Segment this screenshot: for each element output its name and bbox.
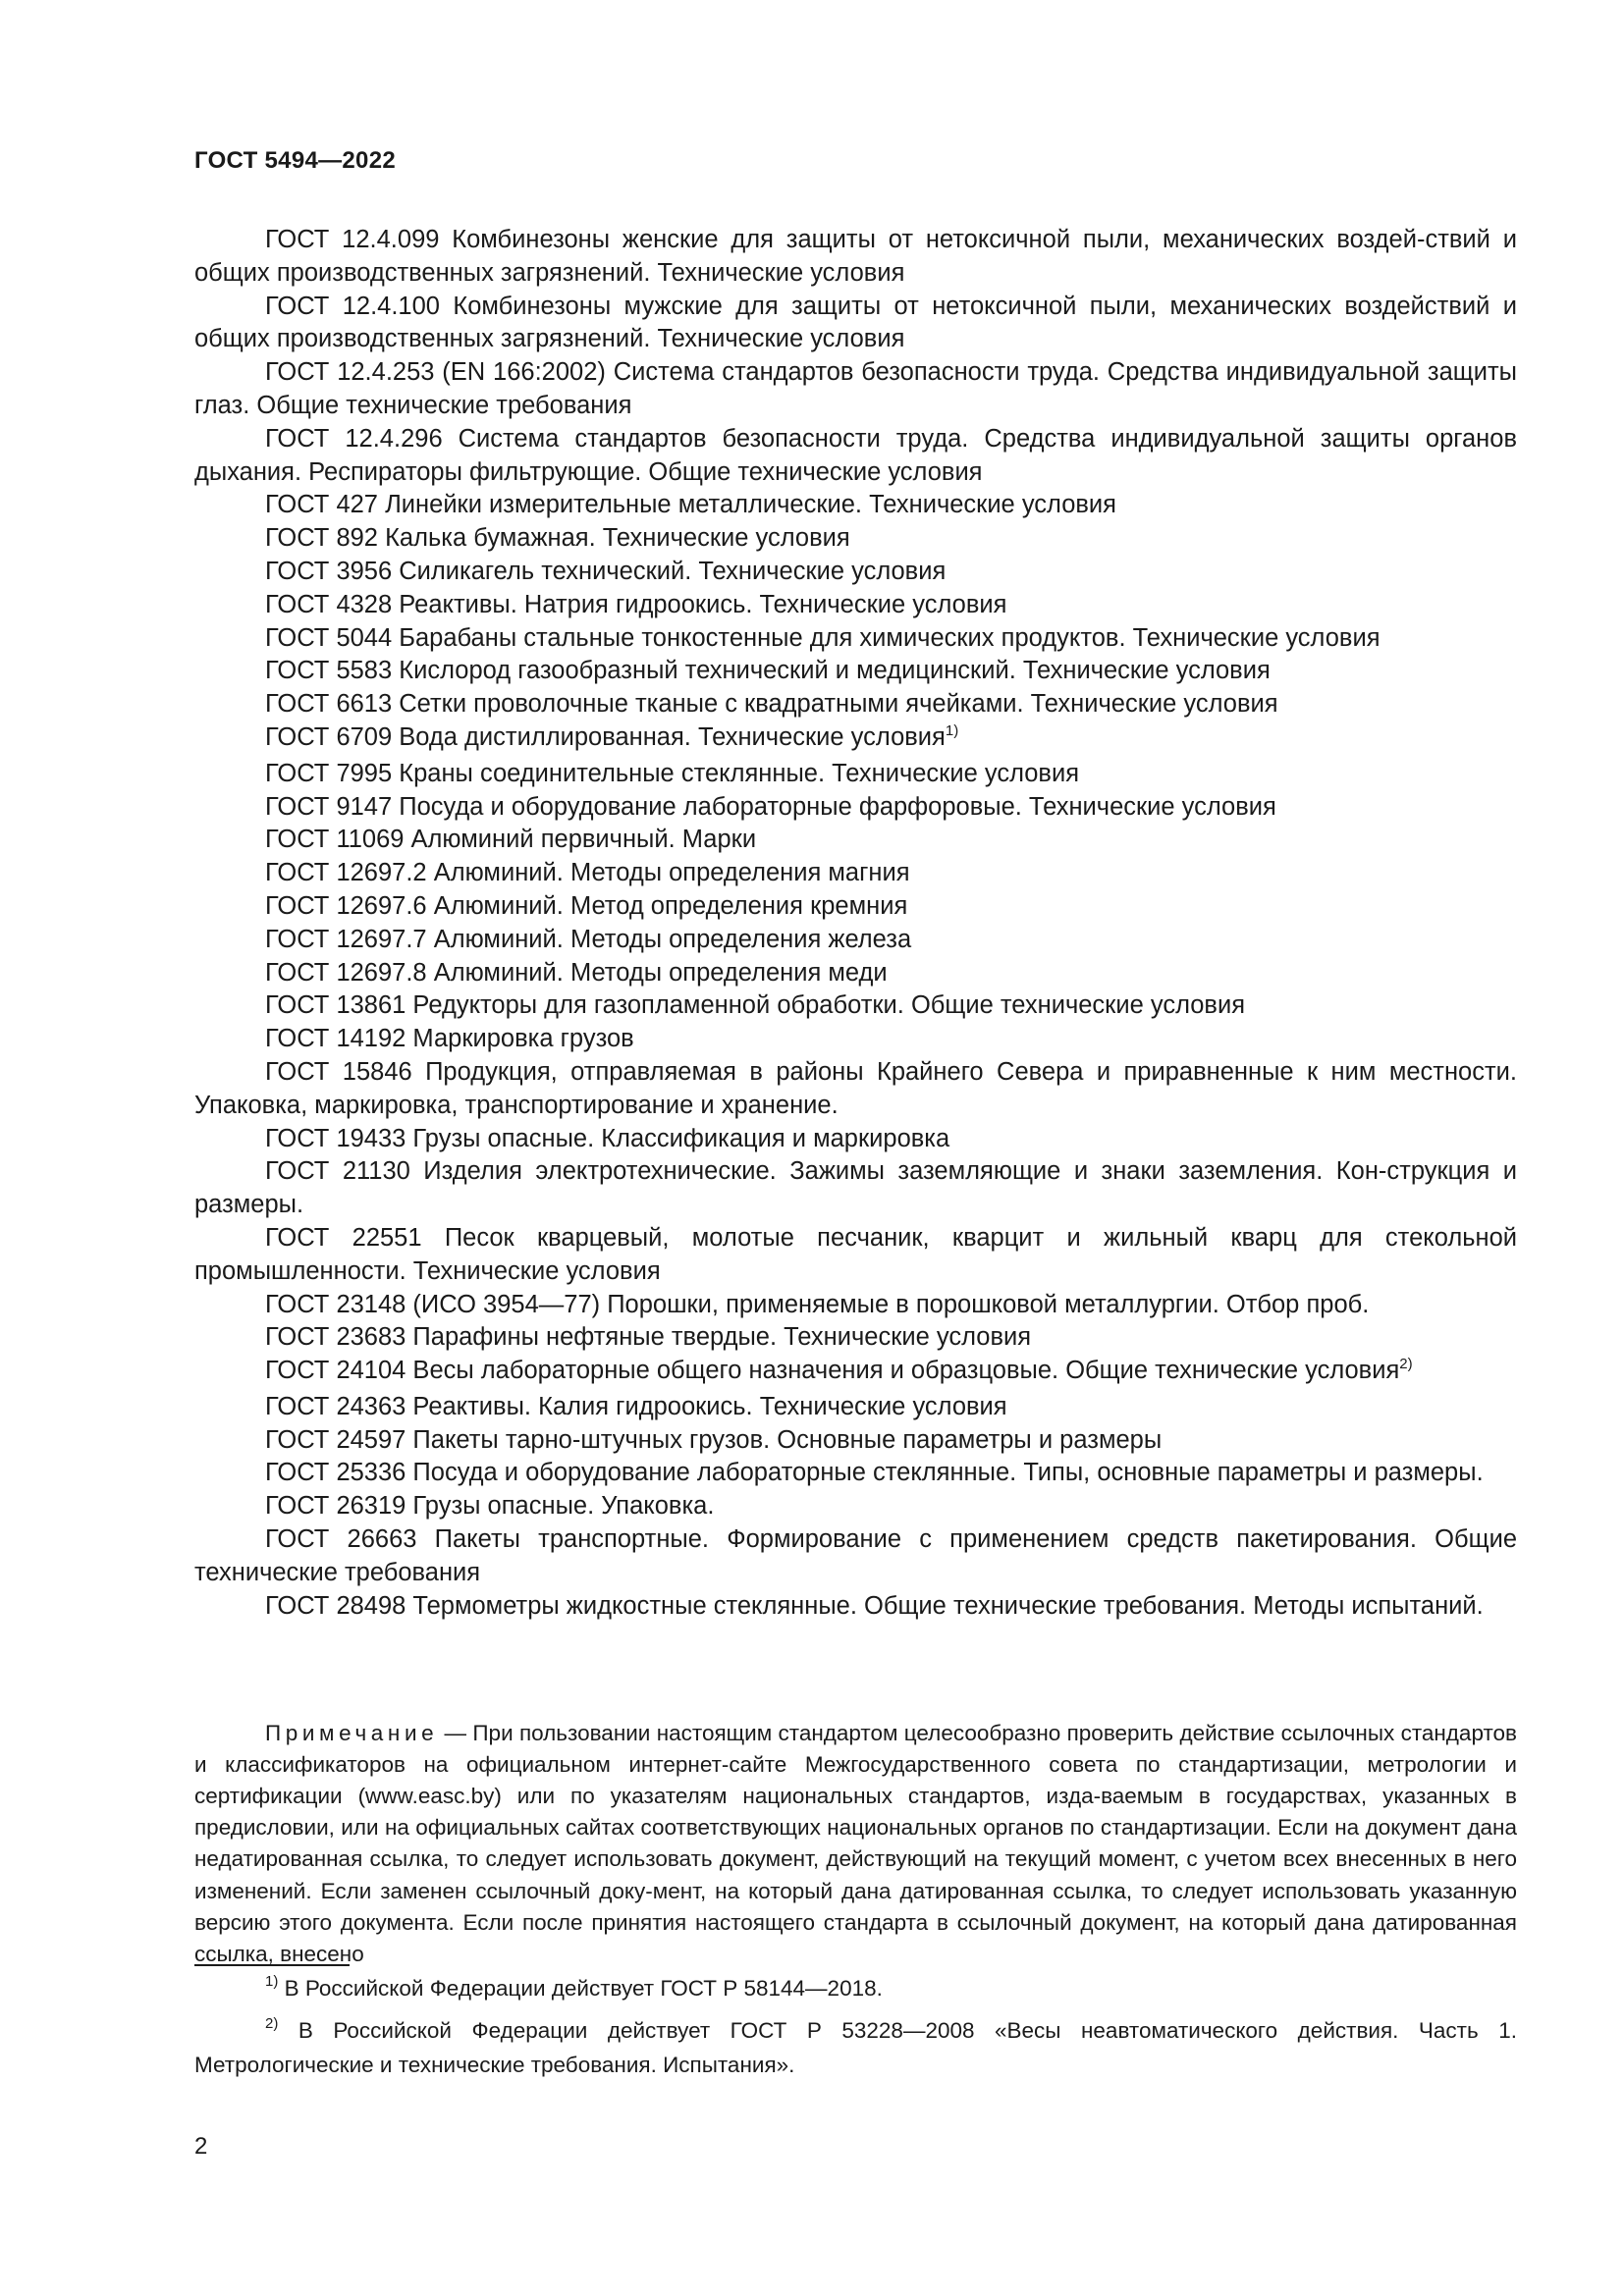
reference-item [194, 989, 1517, 1023]
reference-item [194, 1321, 1517, 1355]
footnotes [194, 1973, 1517, 2090]
footnote-mark: 1) [265, 1973, 279, 1990]
footnote-text: В Российской Федерации действует ГОСТ Р 58144—2018. [278, 1976, 883, 2001]
footnote [194, 2015, 1517, 2081]
reference-text: ГОСТ 12.4.296 Система стандартов безопасности труда. Средства индивидуальной защиты органов дыхания. Респираторы фильтрующие. Общие технические условия [194, 424, 1517, 486]
reference-item [194, 1523, 1517, 1590]
reference-item [194, 1222, 1517, 1289]
reference-item [194, 1056, 1517, 1123]
reference-text: ГОСТ 4328 Реактивы. Натрия гидроокись. Технические условия [265, 590, 1007, 618]
reference-item [194, 423, 1517, 490]
reference-item [194, 522, 1517, 556]
reference-item [194, 1424, 1517, 1458]
reference-text: ГОСТ 12697.6 Алюминий. Метод определения кремния [265, 891, 908, 920]
reference-item [194, 721, 1517, 758]
reference-item [194, 924, 1517, 957]
reference-item [194, 957, 1517, 990]
reference-text: ГОСТ 6709 Вода дистиллированная. Технические условия [265, 722, 946, 751]
reference-item [194, 890, 1517, 924]
reference-text: ГОСТ 13861 Редукторы для газопламенной обработки. Общие технические условия [265, 991, 1246, 1020]
note-text: — При пользовании настоящим стандартом целесообразно проверить действие ссылочных стандартов и классификаторов на официальном интернет-сайте Межгосударственного совета по стандартизации, метрологии и сертификации (www.easc.by) или по указателям национальных стандартов, изда-ваемым в государствах, указанных в предисловии, или на официальных сайтах соответствующих национальных органов по стандартизации. Если на документ дана недатированная ссылка, то следует использовать документ, действующий на текущий момент, с учетом всех внесенных в него изменений. Если заменен ссылочный доку-мент, на который дана датированная ссылка, то следует использовать указанную версию этого документа. Если после принятия настоящего стандарта в ссылочный документ, на который дана датированная ссылка, внесено [194, 1720, 1517, 1966]
reference-item [194, 1155, 1517, 1222]
footnote-mark: 2) [265, 2015, 279, 2033]
reference-item [194, 824, 1517, 857]
reference-item [194, 1457, 1517, 1490]
reference-text: ГОСТ 892 Калька бумажная. Технические условия [265, 524, 850, 553]
footnote-text: В Российской Федерации действует ГОСТ Р 53228—2008 «Весы неавтоматического действия. Часть 1. Метрологические и технические требования. Испытания». [194, 2018, 1517, 2078]
reference-text: ГОСТ 5583 Кислород газообразный технический и медицинский. Технические условия [265, 657, 1271, 685]
reference-text: ГОСТ 7995 Краны соединительные стеклянные. Технические условия [265, 759, 1080, 787]
reference-text: ГОСТ 6613 Сетки проволочные тканые с квадратными ячейками. Технические условия [265, 690, 1278, 719]
reference-item [194, 1355, 1517, 1391]
reference-item [194, 857, 1517, 890]
reference-item [194, 758, 1517, 791]
footnote-reference-mark: 2) [1399, 1356, 1413, 1373]
footnote-separator [194, 1964, 350, 1966]
reference-text: ГОСТ 26319 Грузы опасные. Упаковка. [265, 1492, 715, 1521]
reference-item [194, 489, 1517, 522]
reference-text: ГОСТ 24104 Весы лабораторные общего назначения и образцовые. Общие технические условия [265, 1357, 1400, 1385]
reference-text: ГОСТ 25336 Посуда и оборудование лабораторные стеклянные. Типы, основные параметры и размеры. [265, 1459, 1484, 1487]
reference-text: ГОСТ 11069 Алюминий первичный. Марки [265, 826, 757, 854]
page-number: 2 [194, 2133, 208, 2160]
normative-references-list [194, 224, 1517, 1623]
reference-text: ГОСТ 15846 Продукция, отправляемая в районы Крайнего Севера и приравненные к ним местности. Упаковка, маркировка, транспортирование и хранение. [194, 1057, 1517, 1119]
reference-text: ГОСТ 9147 Посуда и оборудование лабораторные фарфоровые. Технические условия [265, 792, 1276, 821]
note-label: Примечание [265, 1720, 439, 1745]
reference-item [194, 1289, 1517, 1322]
reference-text: ГОСТ 3956 Силикагель технический. Технические условия [265, 557, 947, 585]
reference-text: ГОСТ 19433 Грузы опасные. Классификация и маркировка [265, 1124, 950, 1152]
reference-text: ГОСТ 14192 Маркировка грузов [265, 1025, 634, 1053]
reference-text: ГОСТ 23148 (ИСО 3954—77) Порошки, применяемые в порошковой металлургии. Отбор проб. [265, 1290, 1370, 1318]
reference-text: ГОСТ 24363 Реактивы. Калия гидроокись. Технические условия [265, 1392, 1007, 1420]
reference-text: ГОСТ 22551 Песок кварцевый, молотые песчаник, кварцит и жильный кварц для стекольной промышленности. Технические условия [194, 1223, 1517, 1285]
reference-item [194, 791, 1517, 825]
reference-item [194, 556, 1517, 589]
reference-text: ГОСТ 12.4.099 Комбинезоны женские для защиты от нетоксичной пыли, механических воздей-ствий и общих производственных загрязнений. Технические условия [194, 226, 1517, 287]
reference-text: ГОСТ 21130 Изделия электротехнические. Зажимы заземляющие и знаки заземления. Кон-струкция и размеры. [194, 1157, 1517, 1219]
reference-text: ГОСТ 26663 Пакеты транспортные. Формирование с применением средств пакетирования. Общие технические требования [194, 1525, 1517, 1586]
reference-text: ГОСТ 12.4.100 Комбинезоны мужские для защиты от нетоксичной пыли, механических воздействий и общих производственных загрязнений. Технические условия [194, 292, 1517, 353]
reference-item [194, 1590, 1517, 1624]
reference-text: ГОСТ 12697.7 Алюминий. Методы определения железа [265, 925, 912, 953]
reference-item [194, 1123, 1517, 1156]
reference-item [194, 291, 1517, 357]
reference-item [194, 224, 1517, 291]
reference-item [194, 688, 1517, 721]
reference-item [194, 589, 1517, 622]
reference-text: ГОСТ 12697.8 Алюминий. Методы определения меди [265, 958, 888, 987]
reference-text: ГОСТ 23683 Парафины нефтяные твердые. Технические условия [265, 1323, 1032, 1352]
reference-item [194, 1391, 1517, 1424]
reference-text: ГОСТ 12.4.253 (EN 166:2002) Система стандартов безопасности труда. Средства индивидуальной защиты глаз. Общие технические требования [194, 358, 1517, 419]
footnote-reference-mark: 1) [945, 721, 959, 739]
reference-item [194, 356, 1517, 423]
note-paragraph [194, 1718, 1517, 1971]
reference-item [194, 655, 1517, 688]
reference-item [194, 622, 1517, 656]
reference-item [194, 1490, 1517, 1523]
footnote [194, 1973, 1517, 2007]
reference-item [194, 1023, 1517, 1056]
reference-text: ГОСТ 28498 Термометры жидкостные стеклянные. Общие технические требования. Методы испытаний. [265, 1591, 1484, 1620]
reference-text: ГОСТ 427 Линейки измерительные металлические. Технические условия [265, 491, 1116, 519]
page-header-doc-id: ГОСТ 5494—2022 [194, 147, 397, 174]
reference-text: ГОСТ 12697.2 Алюминий. Методы определения магния [265, 859, 910, 887]
reference-text: ГОСТ 5044 Барабаны стальные тонкостенные для химических продуктов. Технические условия [265, 623, 1380, 652]
reference-text: ГОСТ 24597 Пакеты тарно-штучных грузов. Основные параметры и размеры [265, 1425, 1163, 1454]
